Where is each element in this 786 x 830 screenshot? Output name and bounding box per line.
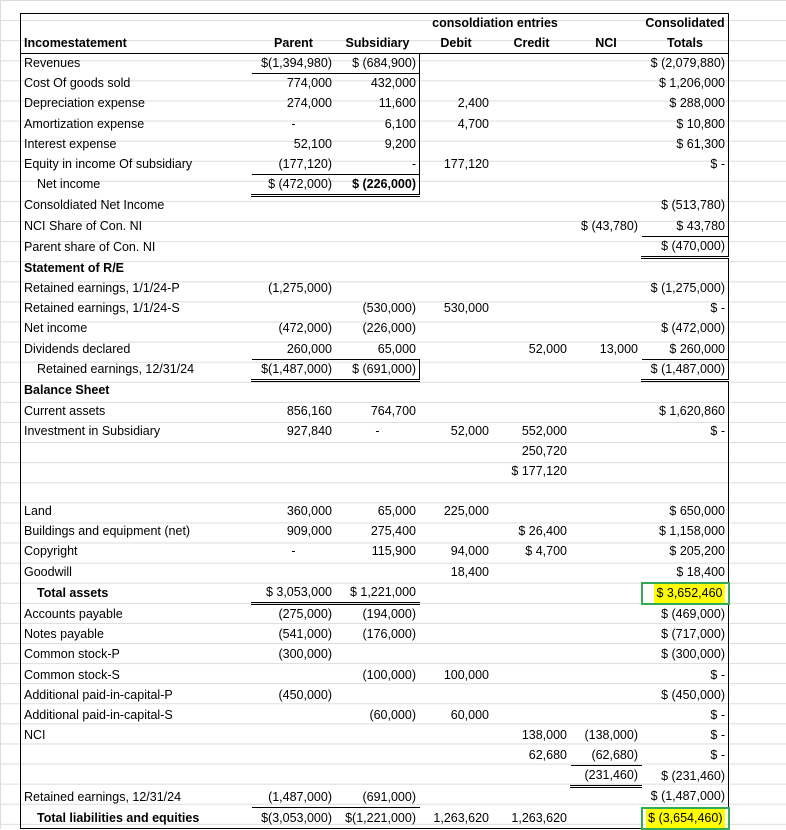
subsidiary-header[interactable]: Subsidiary xyxy=(336,34,420,54)
row-label[interactable]: Investment in Subsidiary xyxy=(21,421,252,441)
nci-header[interactable]: NCI xyxy=(571,34,642,54)
row-label[interactable]: Consoldiated Net Income xyxy=(21,195,252,216)
row-label[interactable]: Interest expense xyxy=(21,134,252,154)
table-row: Accounts payable (275,000) (194,000) $ (469,000) xyxy=(21,604,729,625)
row-label[interactable]: Cost Of goods sold xyxy=(21,74,252,94)
table-row: Net income $ (472,000) $ (226,000) xyxy=(21,174,729,195)
row-label[interactable]: Dividends declared xyxy=(21,339,252,359)
table-row: Total assets $ 3,053,000 $ 1,221,000 $ 3,652,460 xyxy=(21,583,729,604)
table-row: Buildings and equipment (net) 909,000 275,400 $ 26,400 $ 1,158,000 xyxy=(21,522,729,542)
table-row: Additional paid-in-capital-S (60,000) 60,000 $ - xyxy=(21,705,729,725)
row-label[interactable]: Copyright xyxy=(21,542,252,562)
table-row: Notes payable (541,000) (176,000) $ (717,000) xyxy=(21,625,729,645)
row-label[interactable]: Parent share of Con. NI xyxy=(21,237,252,258)
section-title[interactable]: Statement of R/E xyxy=(21,258,252,279)
table-row: 250,720 xyxy=(21,441,729,461)
row-label[interactable]: Depreciation expense xyxy=(21,94,252,114)
row-label[interactable]: Amortization expense xyxy=(21,114,252,134)
row-label[interactable]: Land xyxy=(21,502,252,522)
table-row: Retained earnings, 12/31/24 (1,487,000) (691,000) $ (1,487,000) xyxy=(21,787,729,808)
table-row: Current assets 856,160 764,700 $ 1,620,860 xyxy=(21,401,729,421)
table-row: Revenues $(1,394,980) $ (684,900) $ (2,079,880) xyxy=(21,54,729,74)
table-row: Amortization expense - 6,100 4,700 $ 10,800 xyxy=(21,114,729,134)
row-label[interactable]: Goodwill xyxy=(21,562,252,583)
table-row: Common stock-S (100,000) 100,000 $ - xyxy=(21,665,729,685)
row-label[interactable]: Common stock-P xyxy=(21,645,252,665)
table-row: NCI Share of Con. NI $ (43,780) $ 43,780 xyxy=(21,216,729,236)
section-row xyxy=(21,258,729,279)
table-row: Depreciation expense 274,000 11,600 2,400 $ 288,000 xyxy=(21,94,729,114)
total-liabilities-highlight[interactable]: $ (3,654,460) xyxy=(642,808,729,829)
table-row: Retained earnings, 1/1/24-P (1,275,000) $ (1,275,000) xyxy=(21,279,729,299)
row-label[interactable]: Notes payable xyxy=(21,625,252,645)
table-row: Total liabilities and equities $(3,053,000) $(1,221,000) 1,263,620 1,263,620 $ (3,654,460) xyxy=(21,808,729,829)
row-label[interactable]: NCI Share of Con. NI xyxy=(21,216,252,236)
header-row-2 xyxy=(21,34,729,54)
table-row xyxy=(21,482,729,502)
table-row: Retained earnings, 12/31/24 $(1,487,000) $ (691,000) $ (1,487,000) xyxy=(21,359,729,380)
debit-header[interactable]: Debit xyxy=(420,34,493,54)
row-label[interactable]: Accounts payable xyxy=(21,604,252,625)
row-label[interactable]: Current assets xyxy=(21,401,252,421)
row-label[interactable]: Buildings and equipment (net) xyxy=(21,522,252,542)
table-row: Net income (472,000) (226,000) $ (472,000) xyxy=(21,319,729,339)
row-label[interactable]: Common stock-S xyxy=(21,665,252,685)
table-row: Land 360,000 65,000 225,000 $ 650,000 xyxy=(21,502,729,522)
row-label[interactable]: Net income xyxy=(21,174,252,195)
table-row: Consoldiated Net Income $ (513,780) xyxy=(21,195,729,216)
table-row: NCI 138,000 (138,000) $ - xyxy=(21,725,729,745)
total-assets-highlight[interactable]: $ 3,652,460 xyxy=(642,583,729,604)
row-label[interactable]: Retained earnings, 12/31/24 xyxy=(21,359,252,380)
table-row: Parent share of Con. NI $ (470,000) xyxy=(21,237,729,258)
row-label[interactable]: Equity in income Of subsidiary xyxy=(21,154,252,174)
table-row: Interest expense 52,100 9,200 $ 61,300 xyxy=(21,134,729,154)
row-label[interactable]: Retained earnings, 1/1/24-P xyxy=(21,279,252,299)
table-row: Retained earnings, 1/1/24-S (530,000) 530,000 $ - xyxy=(21,299,729,319)
row-label[interactable]: Additional paid-in-capital-S xyxy=(21,705,252,725)
table-row: (231,460) $ (231,460) xyxy=(21,765,729,786)
table-row: Goodwill 18,400 $ 18,400 xyxy=(21,562,729,583)
header-row-1 xyxy=(21,14,729,34)
table-row: $ 177,120 xyxy=(21,462,729,482)
credit-header[interactable]: Credit xyxy=(493,34,571,54)
table-row: Investment in Subsidiary 927,840 - 52,000 552,000 $ - xyxy=(21,421,729,441)
row-label[interactable]: Total assets xyxy=(21,583,252,604)
row-label[interactable]: Retained earnings, 12/31/24 xyxy=(21,787,252,808)
income-statement-header[interactable]: Incomestatement xyxy=(21,34,252,54)
table-row: Cost Of goods sold 774,000 432,000 $ 1,206,000 xyxy=(21,74,729,94)
row-label[interactable]: Net income xyxy=(21,319,252,339)
table-row: Additional paid-in-capital-P (450,000) $ (450,000) xyxy=(21,685,729,705)
row-label[interactable]: Additional paid-in-capital-P xyxy=(21,685,252,705)
parent-header[interactable]: Parent xyxy=(252,34,336,54)
row-label[interactable]: Total liabilities and equities xyxy=(21,808,252,829)
totals-header[interactable]: Totals xyxy=(642,34,729,54)
table-row: Dividends declared 260,000 65,000 52,000 13,000 $ 260,000 xyxy=(21,339,729,359)
consolidation-worksheet xyxy=(20,13,730,830)
row-label[interactable]: Retained earnings, 1/1/24-S xyxy=(21,299,252,319)
consolidated-header[interactable]: Consolidated xyxy=(642,14,729,34)
table-row: Common stock-P (300,000) $ (300,000) xyxy=(21,645,729,665)
row-label[interactable]: Revenues xyxy=(21,54,252,74)
table-row: Copyright - 115,900 94,000 $ 4,700 $ 205,200 xyxy=(21,542,729,562)
table-row: Equity in income Of subsidiary (177,120) - 177,120 $ - xyxy=(21,154,729,174)
row-label[interactable]: NCI xyxy=(21,725,252,745)
consolidation-entries-header[interactable]: consoldiation entries xyxy=(420,14,571,34)
section-title[interactable]: Balance Sheet xyxy=(21,380,252,401)
table-row: 62,680 (62,680) $ - xyxy=(21,745,729,765)
section-row xyxy=(21,380,729,401)
